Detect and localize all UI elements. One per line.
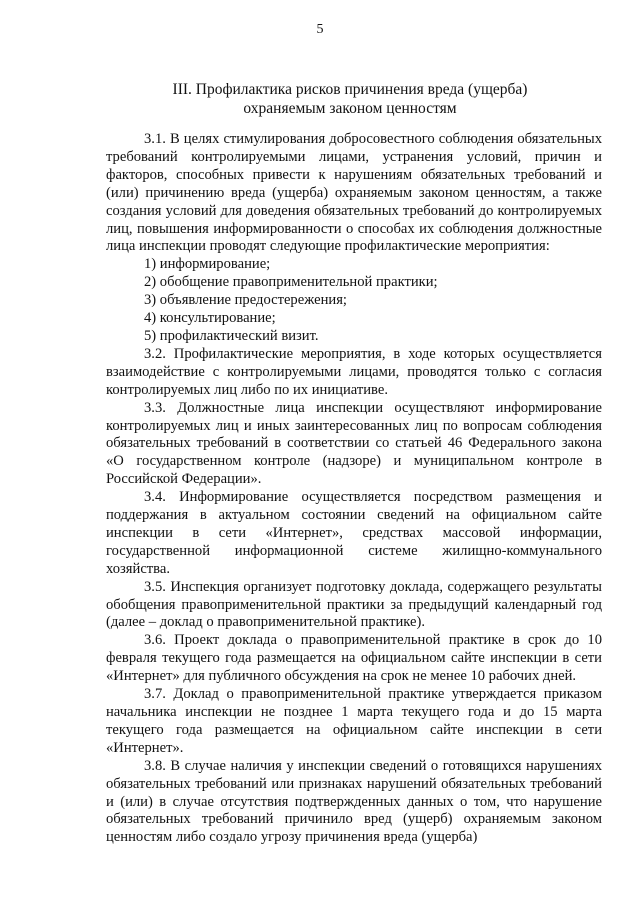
page-number: 5 xyxy=(316,22,324,37)
prevention-measures-list xyxy=(106,256,602,346)
paragraph-3-5: 3.5. Инспекция организует подготовку доклада, содержащего результаты обобщения правоприменительной практики за предыдущий календарный год (далее – доклад о правоприменительной практике). xyxy=(106,578,602,631)
paragraph-3-8: 3.8. В случае наличия у инспекции сведений о готовящихся нарушениях обязательных требований или признаках нарушений обязательных требований и (или) в случае отсутствия подтвержденных данных о том, что нарушение обязательных требований причинило вред (ущерб) охраняемым законом ценностям либо создало угрозу причинения вреда (ущерба) xyxy=(106,757,602,846)
section-heading xyxy=(90,80,610,118)
section-heading-line-2: охраняемым законом ценностям xyxy=(243,100,457,117)
list-item: 5) профилактический визит. xyxy=(144,327,319,344)
list-item: 1) информирование; xyxy=(144,256,271,273)
paragraph-3-3: 3.3. Должностные лица инспекции осуществляют информирование контролируемых лиц и иных заинтересованных лиц по вопросам соблюдения обязательных требований в соответствии со статьей 46 Федерального закона «О государственном контроле (надзоре) и муниципальном контроле в Российской Федерации». xyxy=(106,399,602,488)
list-item: 2) обобщение правоприменительной практики; xyxy=(144,274,438,291)
list-item: 3) объявление предостережения; xyxy=(144,292,347,309)
document-body xyxy=(106,131,602,847)
section-heading-line-1: III. Профилактика рисков причинения вреда (ущерба) xyxy=(172,81,528,98)
paragraph-3-7: 3.7. Доклад о правоприменительной практике утверждается приказом начальника инспекции не позднее 1 марта текущего года и до 15 марта текущего года размещается на официальном сайте инспекции в сети «Интернет». xyxy=(106,686,602,756)
list-item: 4) консультирование; xyxy=(144,310,276,327)
paragraph-3-6: 3.6. Проект доклада о правоприменительной практике в срок до 10 февраля текущего года размещается на официальном сайте инспекции в сети «Интернет» для публичного обсуждения на срок не менее 10 рабочих дней. xyxy=(106,632,602,685)
paragraph-3-1: 3.1. В целях стимулирования добросовестного соблюдения обязательных требований контролируемыми лицами, устранения условий, причин и факторов, способных привести к нарушениям обязательных требований и (или) причинению вреда (ущерба) охраняемым законом ценностям, а также создания условий для доведения обязательных требований до контролируемых лиц, повышения информированности о способах их соблюдения должностные лица инспекции проводят следующие профилактические мероприятия: xyxy=(106,131,602,255)
paragraph-3-2: 3.2. Профилактические мероприятия, в ходе которых осуществляется взаимодействие с контролируемыми лицами, проводятся только с согласия контролируемых лиц либо по их инициативе. xyxy=(106,345,602,398)
paragraph-3-4: 3.4. Информирование осуществляется посредством размещения и поддержания в актуальном состоянии сведений на официальном сайте инспекции в сети «Интернет», средствах массовой информации, государственной информационной системе жилищно-коммунального хозяйства. xyxy=(106,489,602,577)
